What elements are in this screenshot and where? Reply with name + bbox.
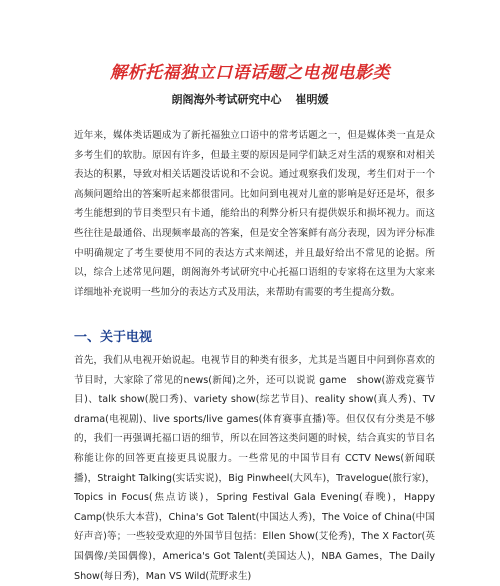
section-paragraph-tv: 首先，我们从电视开始说起。电视节目的种类有很多，尤其是当题目中问到你喜欢的节目时，大家除了常见的news(新闻)之外，还可以说说 game show(游戏竞赛节目)、talk show(脱口秀)、variety show(综艺节目)、reality show(真人秀)、TV drama(电视剧)、live sports/live games(体育赛事直播)等。但仅仅有分类是不够的，我们一再强调托福口语的细节，所以在回答这类问题的时候，结合真实的节目名称能让你的回答更直接更具说服力。一些常见的中国节目有 CCTV News(新闻联播)，Straight Talking(实话实说)，Big Pinwheel(大风车)，Travelogue(旅行家)，Topics in Focus(焦点访谈)，Spring Festival Gala Evening(春晚)，Happy Camp(快乐大本营)，China's Got Talent(中国达人秀)，The Voice of China(中国好声音)等；一些较受欢迎的外国节目包括：Ellen Show(艾伦秀)，The X Factor(英国偶像/美国偶像)，America's Got Talent(美国达人)，NBA Games，The Daily Show(每日秀)，Man VS Wild(荒野求生)	[74, 355, 435, 582]
byline-author: 崔明媛	[295, 93, 329, 106]
intro-paragraph: 近年来，媒体类话题成为了新托福独立口语中的常考话题之一，但是媒体类一直是众多考生们的软肋。原因有许多，但最主要的原因是同学们缺乏对生活的观察和对相关表达的积累，导致对相关话题没话说和不会说。通过观察我们发现，考生们对于一个高频问题给出的答案听起来都很雷同。比如问到电视对儿童的影响是好还是坏，很多考生能想到的节目类型只有卡通，能给出的利弊分析只有提供娱乐和损坏视力。而这些往往是最通俗、出现频率最高的答案，但是安全答案鲜有高分表现，因为评分标准中明确规定了考生要使用不同的表达方式来阐述，并且最好给出不常见的论据。所以，综合上述常见问题，朗阁海外考试研究中心托福口语组的专家将在这里为大家来详细地补充说明一些加分的表达方式及用法，来帮助有需要的考生提高分数。	[74, 130, 435, 298]
document-title: 解析托福独立口语话题之电视电影类	[110, 63, 390, 83]
byline	[0, 92, 500, 108]
byline-organization: 朗阁海外考试研究中心	[171, 93, 282, 106]
section-heading-tv: 一、关于电视	[74, 330, 153, 345]
